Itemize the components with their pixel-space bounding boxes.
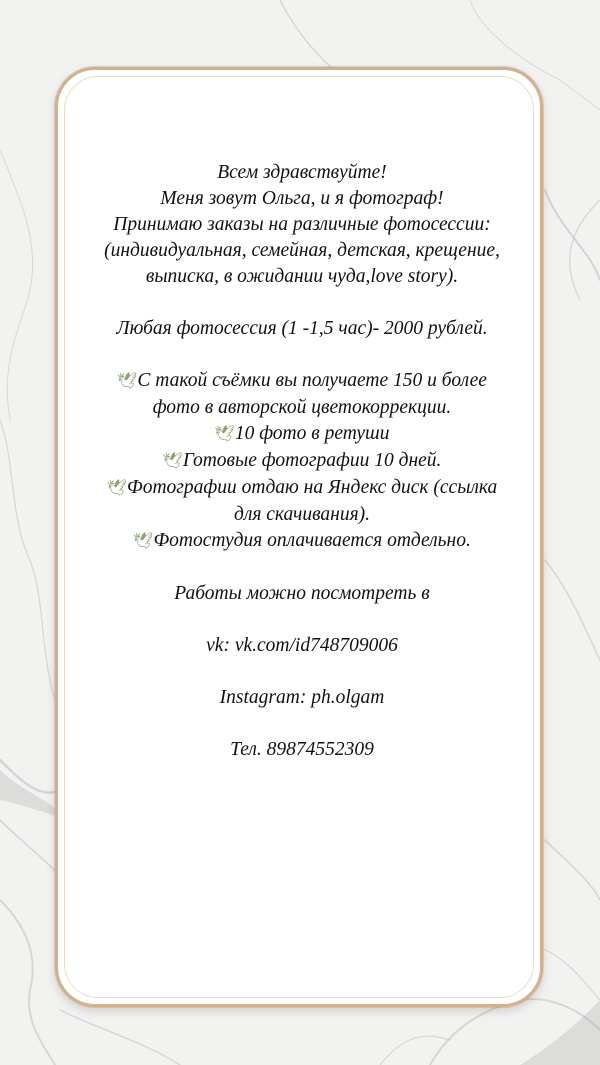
feature-text-continued: фото в авторской цветокоррекции. bbox=[152, 397, 452, 418]
phone-number[interactable]: Тел. 89874552309 bbox=[230, 739, 374, 760]
intro-text: Меня зовут Ольга, и я фотограф! bbox=[160, 188, 444, 209]
works-text: Работы можно посмотреть в bbox=[174, 583, 430, 604]
feature-item bbox=[58, 448, 546, 475]
dove-icon: 🕊 bbox=[117, 373, 138, 390]
feature-item bbox=[58, 368, 546, 395]
feature-text: Фотографии отдаю на Яндекс диск (ссылка bbox=[127, 477, 498, 498]
greeting-text: Всем здравствуйте! bbox=[217, 162, 387, 183]
feature-text: Готовые фотографии 10 дней. bbox=[182, 450, 442, 471]
dove-icon: 🕊 bbox=[133, 533, 154, 550]
vk-link[interactable]: vk: vk.com/id748709006 bbox=[206, 635, 398, 656]
session-types-line-1: (индивидуальная, семейная, детская, крещение, bbox=[104, 240, 500, 261]
dove-icon: 🕊 bbox=[214, 426, 235, 443]
session-types-line-2: выписка, в ожидании чуда,love story). bbox=[145, 266, 459, 287]
feature-text-continued: для скачивания). bbox=[233, 504, 371, 525]
feature-item bbox=[58, 421, 546, 448]
card-content bbox=[58, 160, 546, 763]
feature-item bbox=[58, 528, 546, 555]
price-text: Любая фотосессия (1 -1,5 час)- 2000 рублей. bbox=[116, 318, 488, 339]
feature-text: Фотостудия оплачивается отдельно. bbox=[153, 530, 471, 551]
feature-item bbox=[58, 475, 546, 502]
orders-text: Принимаю заказы на различные фотосессии: bbox=[113, 214, 491, 235]
instagram-link[interactable]: Instagram: ph.olgam bbox=[219, 687, 385, 708]
dove-icon: 🕊 bbox=[106, 480, 128, 497]
feature-text: С такой съёмки вы получаете 150 и более bbox=[137, 370, 487, 391]
feature-text: 10 фото в ретуши bbox=[234, 423, 390, 444]
info-card bbox=[55, 67, 543, 1007]
dove-icon: 🕊 bbox=[162, 453, 183, 470]
